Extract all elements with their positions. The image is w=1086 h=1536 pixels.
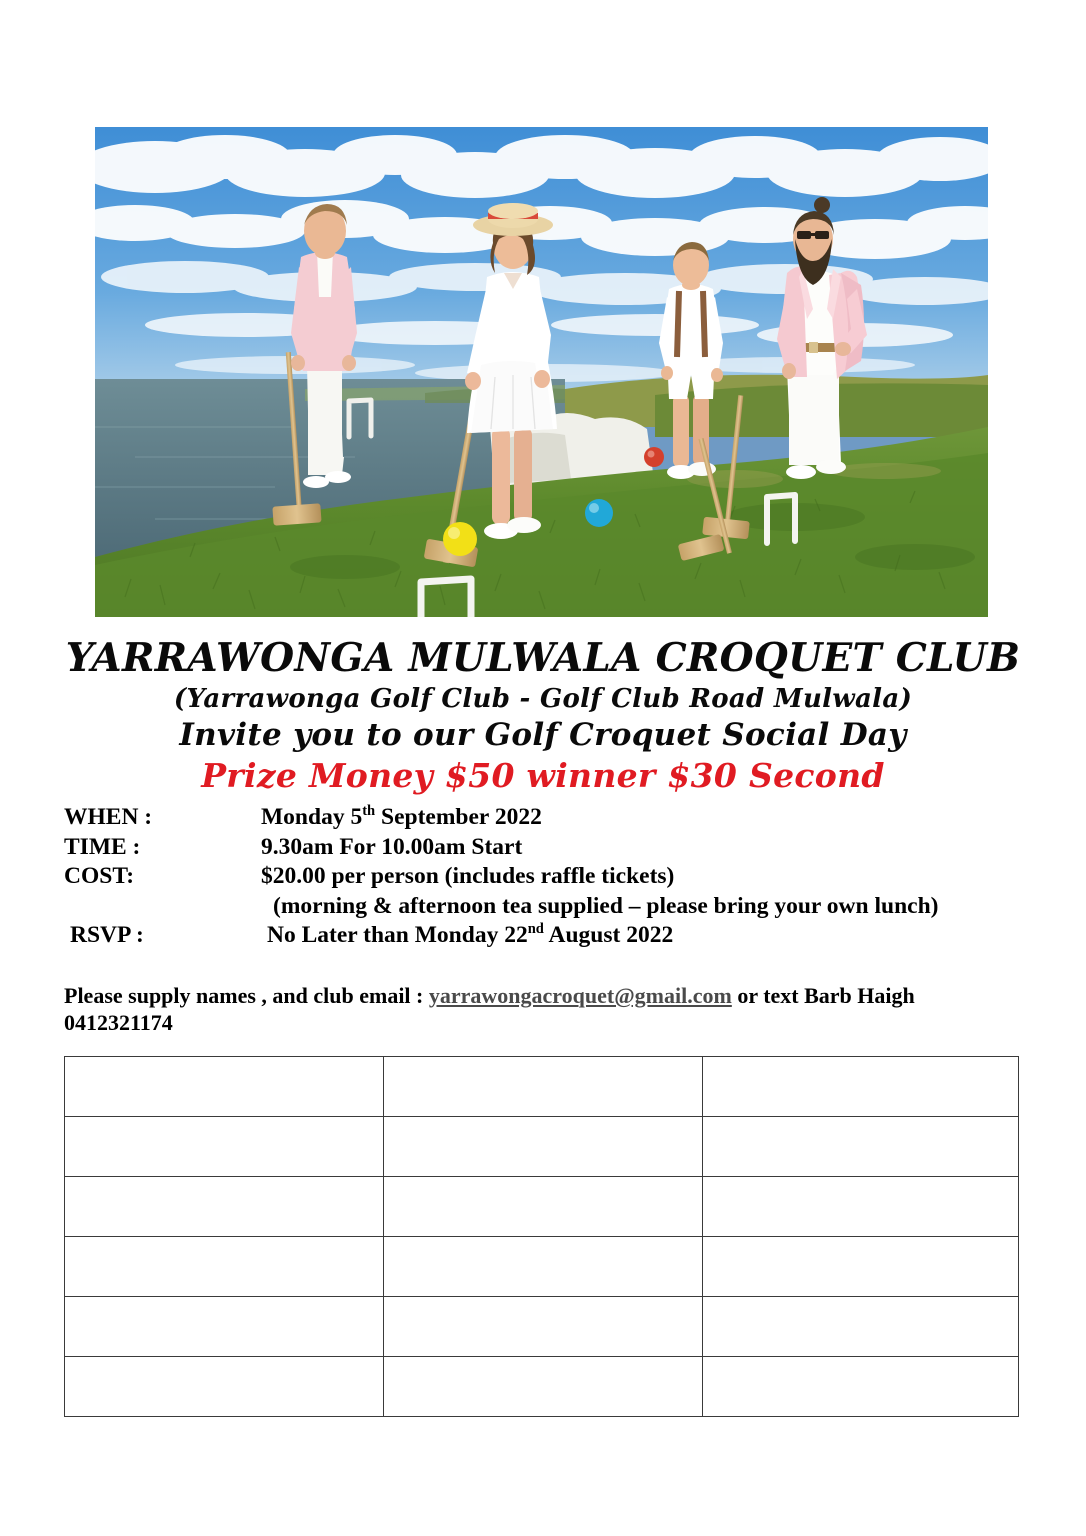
prize-money-line: Prize Money $50 winner $30 Second [201, 756, 885, 795]
signup-table-row [65, 1177, 1019, 1237]
signup-table-row [65, 1057, 1019, 1117]
invite-line: Invite you to our Golf Croquet Social Day [179, 717, 907, 753]
signup-table-cell[interactable] [703, 1057, 1019, 1117]
contact-prefix: Please supply names , and club email : [64, 983, 429, 1008]
detail-row-when [64, 803, 1024, 833]
when-date-post: September 2022 [375, 804, 542, 830]
signup-table-cell[interactable] [384, 1057, 703, 1117]
rsvp-date-pre: No Later than Monday 22 [267, 922, 528, 948]
event-details [64, 803, 1024, 951]
signup-table-cell[interactable] [703, 1357, 1019, 1417]
when-date-sup: th [362, 803, 376, 820]
signup-table-row [65, 1297, 1019, 1357]
when-date-pre: Monday 5 [261, 804, 363, 830]
detail-row-cost [64, 862, 1024, 892]
signup-table-cell[interactable] [384, 1237, 703, 1297]
ball-red [644, 447, 664, 467]
contact-suffix: or text Barb Haigh 0412321174 [64, 983, 915, 1035]
detail-value-cost-note: (morning & afternoon tea supplied – please bring your own lunch) [273, 892, 939, 919]
signup-table-cell[interactable] [65, 1237, 384, 1297]
detail-row-time [64, 833, 1024, 863]
croquet-photo-artwork [95, 127, 988, 617]
signup-table-cell[interactable] [703, 1237, 1019, 1297]
venue-line: (Yarrawonga Golf Club - Golf Club Road Mulwala) [173, 684, 913, 714]
detail-label-cost: COST: [64, 863, 135, 889]
detail-value-time: 9.30am For 10.00am Start [261, 833, 523, 860]
signup-table-cell[interactable] [703, 1177, 1019, 1237]
signup-table-cell[interactable] [65, 1357, 384, 1417]
signup-table-row [65, 1117, 1019, 1177]
croquet-photo [95, 127, 988, 617]
signup-table-body [65, 1057, 1019, 1417]
signup-table-cell[interactable] [65, 1177, 384, 1237]
detail-value-cost: $20.00 per person (includes raffle tickets) [261, 863, 675, 889]
club-email-link[interactable]: yarrawongacroquet@gmail.com [428, 983, 732, 1008]
signup-table-cell[interactable] [65, 1297, 384, 1357]
signup-table-cell[interactable] [703, 1117, 1019, 1177]
signup-table-cell[interactable] [384, 1177, 703, 1237]
signup-table-cell[interactable] [65, 1117, 384, 1177]
detail-value-when [261, 803, 1024, 833]
detail-label-rsvp: RSVP : [70, 922, 144, 948]
detail-row-rsvp [64, 921, 1024, 951]
detail-label-when: WHEN : [64, 804, 153, 830]
ball-blue [585, 499, 613, 527]
detail-row-cost-note [64, 892, 1024, 922]
signup-table-cell[interactable] [384, 1357, 703, 1417]
signup-table-cell[interactable] [703, 1297, 1019, 1357]
signup-table-cell[interactable] [384, 1117, 703, 1177]
signup-table-row [65, 1237, 1019, 1297]
signup-table-row [65, 1357, 1019, 1417]
ball-yellow [443, 522, 477, 556]
signup-table-cell[interactable] [65, 1057, 384, 1117]
rsvp-date-post: August 2022 [543, 922, 674, 948]
detail-label-time: TIME : [64, 833, 141, 860]
club-title: YARRAWONGA MULWALA CROQUET CLUB [65, 635, 1021, 681]
signup-table-cell[interactable] [384, 1297, 703, 1357]
detail-value-rsvp [267, 921, 1024, 951]
rsvp-date-sup: nd [527, 921, 544, 938]
contact-line [64, 982, 1029, 1036]
signup-table[interactable] [64, 1056, 1019, 1417]
